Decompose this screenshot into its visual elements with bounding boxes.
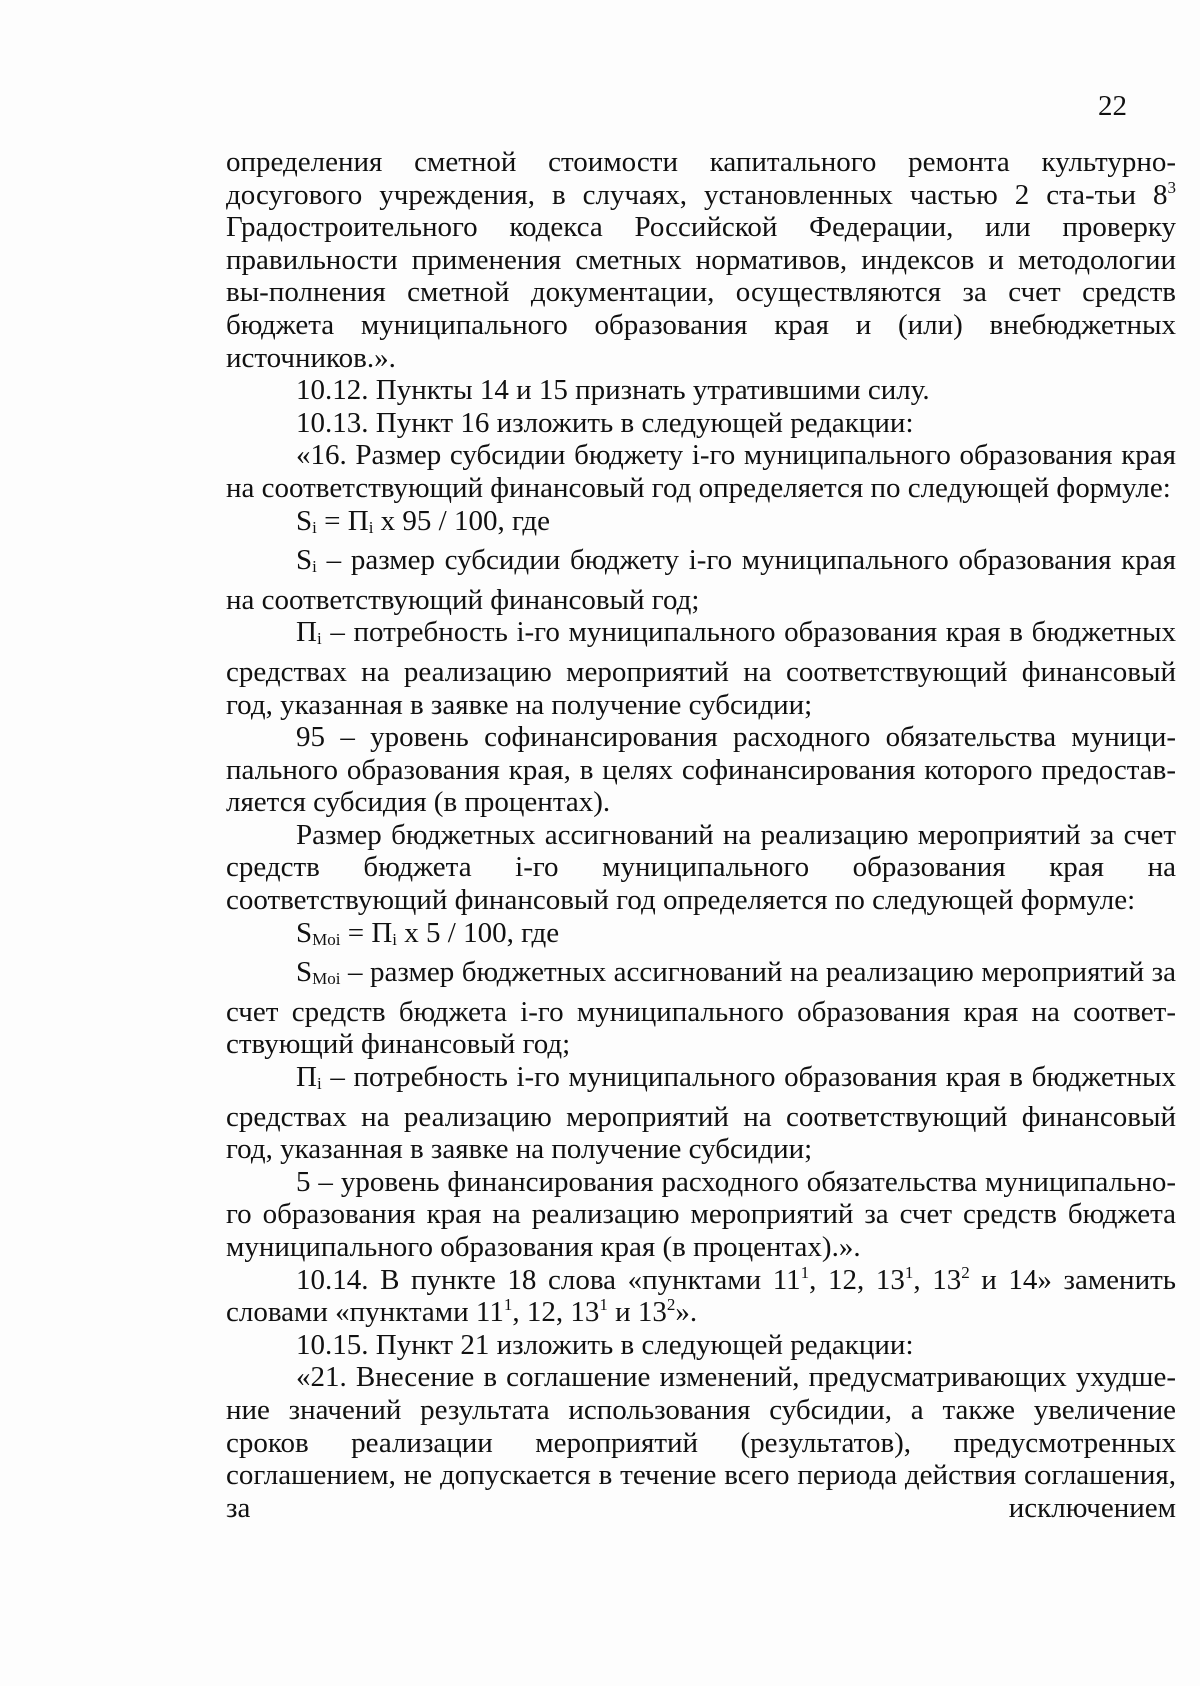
definition-pi: $П_i$ – потребность і-го муниципального образования края в бюджетных средствах на реализацию мероприятий на соответствующий финансовый год, указанная в заявке на получение субсидии;	[226, 616, 1176, 721]
paragraph-16: «16. Размер субсидии бюджету і-го муниципального образования края на соответствующий финансовый год определяется по следующей формуле:	[226, 439, 1176, 504]
document-body	[226, 146, 1176, 1524]
formula-subsidy: $S_i = П_i$ x 95 / 100, где	[296, 504, 551, 537]
paragraph-budget-allocation: Размер бюджетных ассигнований на реализацию мероприятий за счет средств бюджета і-го муниципального образования края на соответствующий финансовый год определяется по следующей формуле:	[226, 818, 1176, 917]
formula-municipal: $S_{Moi} = П_i$ x 5 / 100, где	[296, 916, 560, 949]
definition-si: $S_i$ – размер субсидии бюджету і-го муниципального образования края на соответствующий финансовый год;	[226, 544, 1176, 616]
paragraph-10-15: 10.15. Пункт 21 изложить в следующей редакции:	[296, 1328, 914, 1361]
paragraph-10-14: 10.14. В пункте 18 слова «пунктами $11^1$, 12, $13^1$, $13^2$ и 14» заменить словами «пунктами $11^1$, 12, $13^1$ и $13^2$».	[226, 1262, 1176, 1329]
paragraph-10-13: 10.13. Пункт 16 изложить в следующей редакции:	[296, 406, 914, 439]
page-number: 22	[1098, 90, 1127, 122]
definition-pi-2: $П_i$ – потребность і-го муниципального образования края в бюджетных средствах на реализацию мероприятий на соответствующий финансовый год, указанная в заявке на получение субсидии;	[226, 1061, 1176, 1166]
definition-95: 95 – уровень софинансирования расходного обязательства муници-пального образования края, в целях софинансирования которого предостав-ляется субсидия (в процентах).	[226, 721, 1176, 819]
paragraph-21: «21. Внесение в соглашение изменений, предусматривающих ухудше-ние значений результата использования субсидии, а также увеличение сроков реализации мероприятий (результатов), предусмотренных соглашением, не допускается в течение всего периода действия соглашения, за исключением	[226, 1361, 1176, 1524]
paragraph-10-12: 10.12. Пункты 14 и 15 признать утратившими силу.	[296, 374, 930, 407]
definition-smoi: $S_{Moi}$ – размер бюджетных ассигнований на реализацию мероприятий за счет средств бюджета і-го муниципального образования края на соответ-ствующий финансовый год;	[226, 956, 1176, 1061]
paragraph-continuation: определения сметной стоимости капитального ремонта культурно-досугового учреждения, в случаях, установленных частью 2 ста-тьи $8^3$ Градостроительного кодекса Российской Федерации, или проверку правильности применения сметных нормативов, индексов и методологии вы-полнения сметной документации, осуществляются за счет средств бюджета муниципального образования края и (или) внебюджетных источников.».	[226, 146, 1176, 374]
definition-5: 5 – уровень финансирования расходного обязательства муниципально-го образования края на реализацию мероприятий за счет средств бюджета муниципального образования края (в процентах).».	[226, 1165, 1176, 1263]
